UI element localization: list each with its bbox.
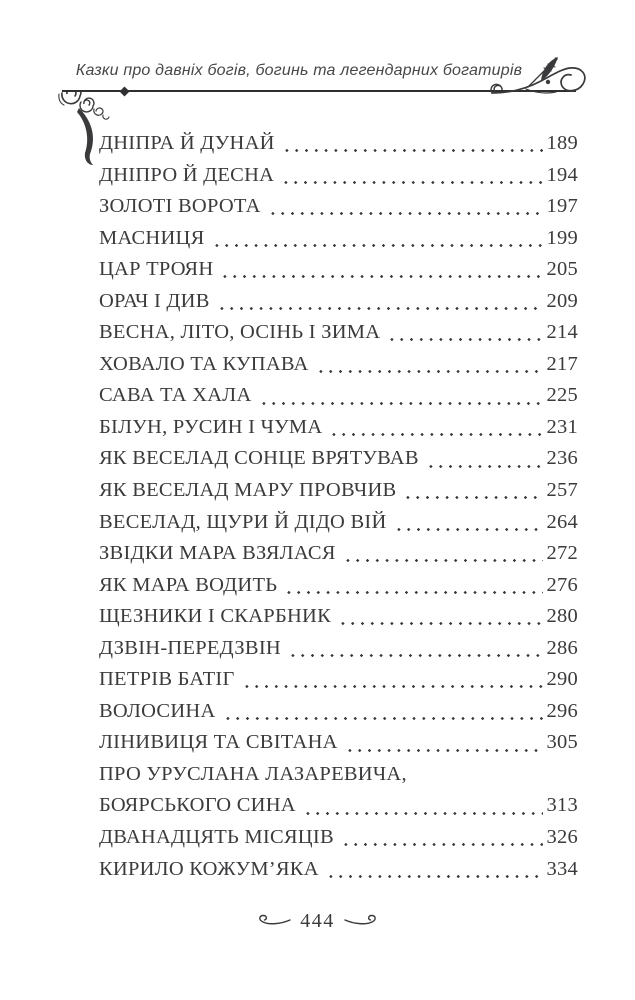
toc-entry-title: КИРИЛО КОЖУМ’ЯКА (99, 857, 319, 880)
toc-page-number: 286 (546, 636, 578, 659)
toc-entry-title: САВА ТА ХАЛА (99, 384, 252, 407)
toc-dot-leader (217, 286, 543, 318)
toc-dot-leader (259, 380, 543, 412)
toc-dot-leader (284, 570, 542, 602)
diamond-icon (120, 86, 130, 96)
toc-entry (99, 696, 578, 728)
toc-dot-leader (303, 790, 543, 822)
toc-page-number: 225 (546, 384, 578, 407)
toc-dot-leader (341, 822, 543, 854)
toc-entry (99, 412, 578, 444)
toc-page-number: 334 (546, 857, 578, 880)
toc-page-number: 313 (546, 794, 578, 817)
toc-list (99, 128, 578, 885)
toc-dot-leader (426, 443, 543, 475)
toc-entry-title: ЯК ВЕСЕЛАД СОНЦЕ ВРЯТУВАВ (99, 447, 419, 470)
toc-entry-title: ВЕСНА, ЛІТО, ОСІНЬ І ЗИМА (99, 321, 381, 344)
swirl-right-icon (344, 914, 380, 929)
toc-page-number: 290 (546, 668, 578, 691)
toc-dot-leader (343, 538, 543, 570)
toc-entry (99, 160, 578, 192)
toc-entry (99, 790, 578, 822)
toc-entry-title: ДВАНАДЦЯТЬ МІСЯЦІВ (99, 826, 334, 849)
toc-entry (99, 854, 578, 886)
toc-entry-title: ЯК ВЕСЕЛАД МАРУ ПРОВЧИВ (99, 479, 397, 502)
toc-entry (99, 538, 578, 570)
toc-entry-title: БОЯРСЬКОГО СИНА (99, 794, 296, 817)
toc-entry (99, 507, 578, 539)
toc-page-number: 296 (546, 699, 578, 722)
toc-entry-title: ЗОЛОТІ ВОРОТА (99, 195, 261, 218)
toc-entry (99, 475, 578, 507)
toc-entry (99, 317, 578, 349)
toc-entry-title: ХОВАЛО ТА КУПАВА (99, 352, 309, 375)
toc-page-number: 214 (546, 321, 578, 344)
toc-entry (99, 759, 578, 791)
toc-dot-leader (326, 854, 543, 886)
toc-dot-leader (281, 160, 542, 192)
toc-entry-title: ЗВІДКИ МАРА ВЗЯЛАСЯ (99, 542, 336, 565)
toc-dot-leader (403, 475, 542, 507)
toc-page-number: 194 (546, 163, 578, 186)
toc-page-number: 305 (546, 731, 578, 754)
toc-dot-leader (223, 696, 543, 728)
toc-dot-leader (329, 412, 542, 444)
floral-flourish-icon (486, 52, 592, 100)
toc-dot-leader (288, 633, 543, 665)
toc-page-number: 209 (546, 289, 578, 312)
toc-page-number: 257 (546, 479, 578, 502)
toc-entry-title: ДНІПРА Й ДУНАЙ (99, 132, 275, 154)
toc-entry (99, 349, 578, 381)
toc-page-number: 199 (546, 226, 578, 249)
toc-page-number: 205 (546, 258, 578, 281)
toc-dot-leader (316, 349, 543, 381)
toc-entry (99, 664, 578, 696)
toc-entry-title: ЛІНИВИЦЯ ТА СВІТАНА (99, 731, 338, 754)
toc-entry-title: ЦАР ТРОЯН (99, 258, 214, 281)
page-footer (0, 908, 635, 934)
toc-page-number: 231 (546, 415, 578, 438)
toc-dot-leader (394, 507, 543, 539)
toc-entry (99, 254, 578, 286)
toc-entry (99, 570, 578, 602)
footer-page-number: 444 (300, 910, 335, 932)
toc-entry (99, 191, 578, 223)
toc-dot-leader (212, 223, 543, 255)
toc-dot-leader (282, 128, 543, 160)
toc-entry-title: БІЛУН, РУСИН І ЧУМА (99, 415, 323, 438)
toc-page-number: 280 (546, 605, 578, 628)
toc-entry (99, 223, 578, 255)
toc-entry (99, 633, 578, 665)
toc-dot-leader (387, 317, 542, 349)
toc-dot-leader (242, 664, 543, 696)
toc-entry-title: ЯК МАРА ВОДИТЬ (99, 573, 278, 596)
toc-entry-title: ДЗВІН-ПЕРЕДЗВІН (99, 636, 281, 659)
toc-entry-title: ОРАЧ І ДИВ (99, 289, 210, 312)
toc-page-number: 236 (546, 447, 578, 470)
toc-entry-title: ВЕСЕЛАД, ЩУРИ Й ДІДО ВІЙ (99, 510, 387, 533)
running-header-title: Казки про давніх богів, богинь та легендарних богатирів (75, 62, 523, 79)
toc-dot-leader (220, 254, 542, 286)
swirl-left-icon (255, 914, 291, 929)
toc-entry-title: ВОЛОСИНА (99, 699, 216, 722)
toc-entry (99, 822, 578, 854)
toc-page-number: 326 (546, 826, 578, 849)
toc-entry (99, 286, 578, 318)
toc-page-number: 189 (546, 132, 578, 154)
toc-page-number: 276 (546, 573, 578, 596)
toc-page-number: 264 (546, 510, 578, 533)
toc-entry (99, 601, 578, 633)
toc-entry (99, 380, 578, 412)
toc-dot-leader (268, 191, 543, 223)
toc-entry-title: ПРО УРУСЛАНА ЛАЗАРЕВИЧА, (99, 762, 407, 785)
toc-page-number: 217 (546, 352, 578, 375)
toc-entry-title: ПЕТРІВ БАТІГ (99, 668, 235, 691)
toc-entry (99, 128, 578, 160)
toc-dot-leader (338, 601, 543, 633)
toc-page-number: 272 (546, 542, 578, 565)
toc-entry-title: ЩЕЗНИКИ І СКАРБНИК (99, 605, 331, 628)
toc-entry (99, 727, 578, 759)
toc-page-number: 197 (546, 195, 578, 218)
toc-entry-title: МАСНИЦЯ (99, 226, 205, 249)
toc-entry-title: ДНІПРО Й ДЕСНА (99, 163, 275, 186)
toc-entry (99, 443, 578, 475)
toc-dot-leader (345, 727, 543, 759)
